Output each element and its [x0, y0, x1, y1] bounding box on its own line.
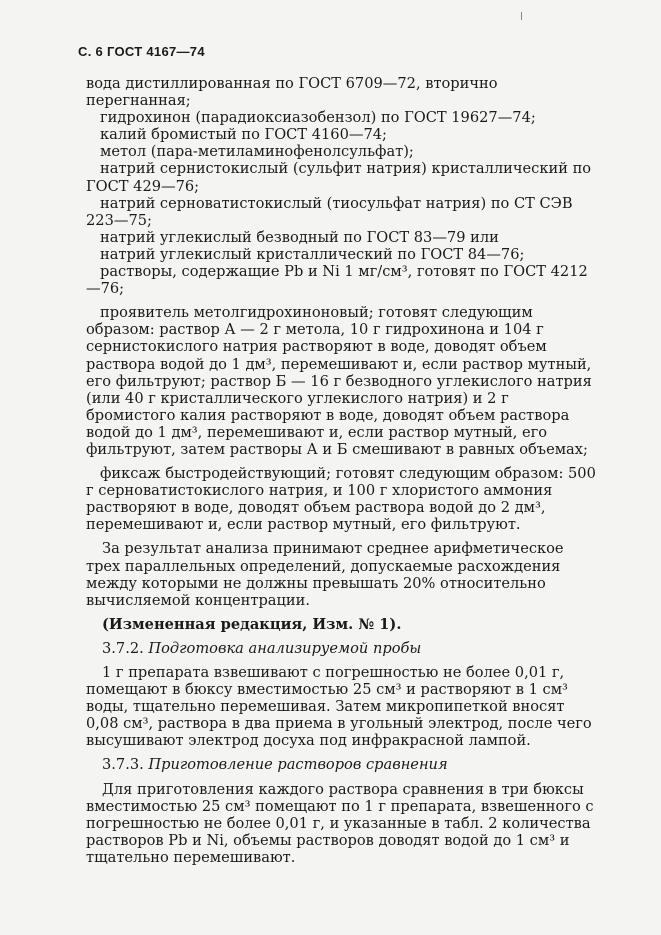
section-heading-3-7-2 — [86, 640, 598, 657]
reagent-item: натрий серноватистокислый (тиосульфат натрия) по СТ СЭВ 223—75; — [86, 194, 573, 229]
developer-paragraph: проявитель метолгидрохиноновый; готовят следующим образом: раствор А — 2 г метола, 10 г гидрохинона и 104 г сернистокислого натрия растворяют в воде, доводят объем раствора водой до 1 дм³, перемешивают и, если раствор мутный, его фильтруют; раствор Б — 16 г безводного углекислого натрия (или 40 г кристаллического углекислого натрия) и 2 г бромистого калия растворяют в воде, доводят объем раствора водой до 1 дм³, перемешивают и, если раствор мутный, его фильтруют, затем растворы А и Б смешивают в равных объемах; — [86, 304, 592, 458]
page-header: С. 6 ГОСТ 4167—74 — [78, 44, 205, 59]
section-text-3-7-3: Для приготовления каждого раствора сравнения в три бюксы вместимостью 25 см³ помещают по 1 г препарата, взвешенного с погрешностью не более 0,01 г, и указанные в табл. 2 количества растворов Pb и Ni, объемы растворов доводят водой до 1 см³ и тщательно перемешивают. — [86, 780, 594, 866]
reagent-item: натрий углекислый безводный по ГОСТ 83—79 или — [100, 228, 499, 246]
reagent-item: калий бромистый по ГОСТ 4160—74; — [100, 126, 387, 144]
result-paragraph: За результат анализа принимают среднее арифметическое трех параллельных определений, допускаемые расхождения между которыми не должны превышать 20% относительно вычисляемой концентрации. — [86, 540, 564, 609]
reagent-item: вода дистиллированная по ГОСТ 6709—72, вторично перегнанная; — [86, 75, 498, 110]
scan-mark — [521, 12, 522, 20]
section-heading-3-7-3 — [86, 756, 598, 773]
document-body — [86, 75, 598, 866]
fixer-paragraph: фиксаж быстродействующий; готовят следующим образом: 500 г серноватистокислого натрия, и 100 г хлористого аммония растворяют в воде, доводят объем раствора водой до 2 дм³, перемешивают и, если раствор мутный, его фильтруют. — [86, 465, 596, 534]
section-title: Приготовление растворов сравнения — [148, 756, 448, 774]
reagent-item: метол (пара-метиламинофенолсульфат); — [100, 143, 414, 161]
section-text-3-7-2: 1 г препарата взвешивают с погрешностью не более 0,01 г, помещают в бюксу вместимостью 25 см³ и растворяют в 1 см³ воды, тщательно перемешивая. Затем микропипеткой вносят 0,08 см³, раствора в два приема в угольный электрод, после чего высушивают электрод досуха под инфракрасной лампой. — [86, 664, 592, 750]
reagent-item: растворы, содержащие Pb и Ni 1 мг/см³, готовят по ГОСТ 4212—76; — [86, 263, 588, 298]
reagent-item: гидрохинон (парадиоксиазобензол) по ГОСТ 19627—74; — [100, 109, 536, 127]
reagent-item: натрий сернистокислый (сульфит натрия) кристаллический по ГОСТ 429—76; — [86, 160, 592, 195]
section-number: 3.7.3. — [102, 756, 144, 774]
reagent-item: натрий углекислый кристаллический по ГОСТ 84—76; — [100, 245, 525, 263]
section-number: 3.7.2. — [102, 639, 144, 657]
section-title: Подготовка анализируемой пробы — [148, 639, 422, 657]
amendment-note: (Измененная редакция, Изм. № 1). — [102, 615, 402, 633]
